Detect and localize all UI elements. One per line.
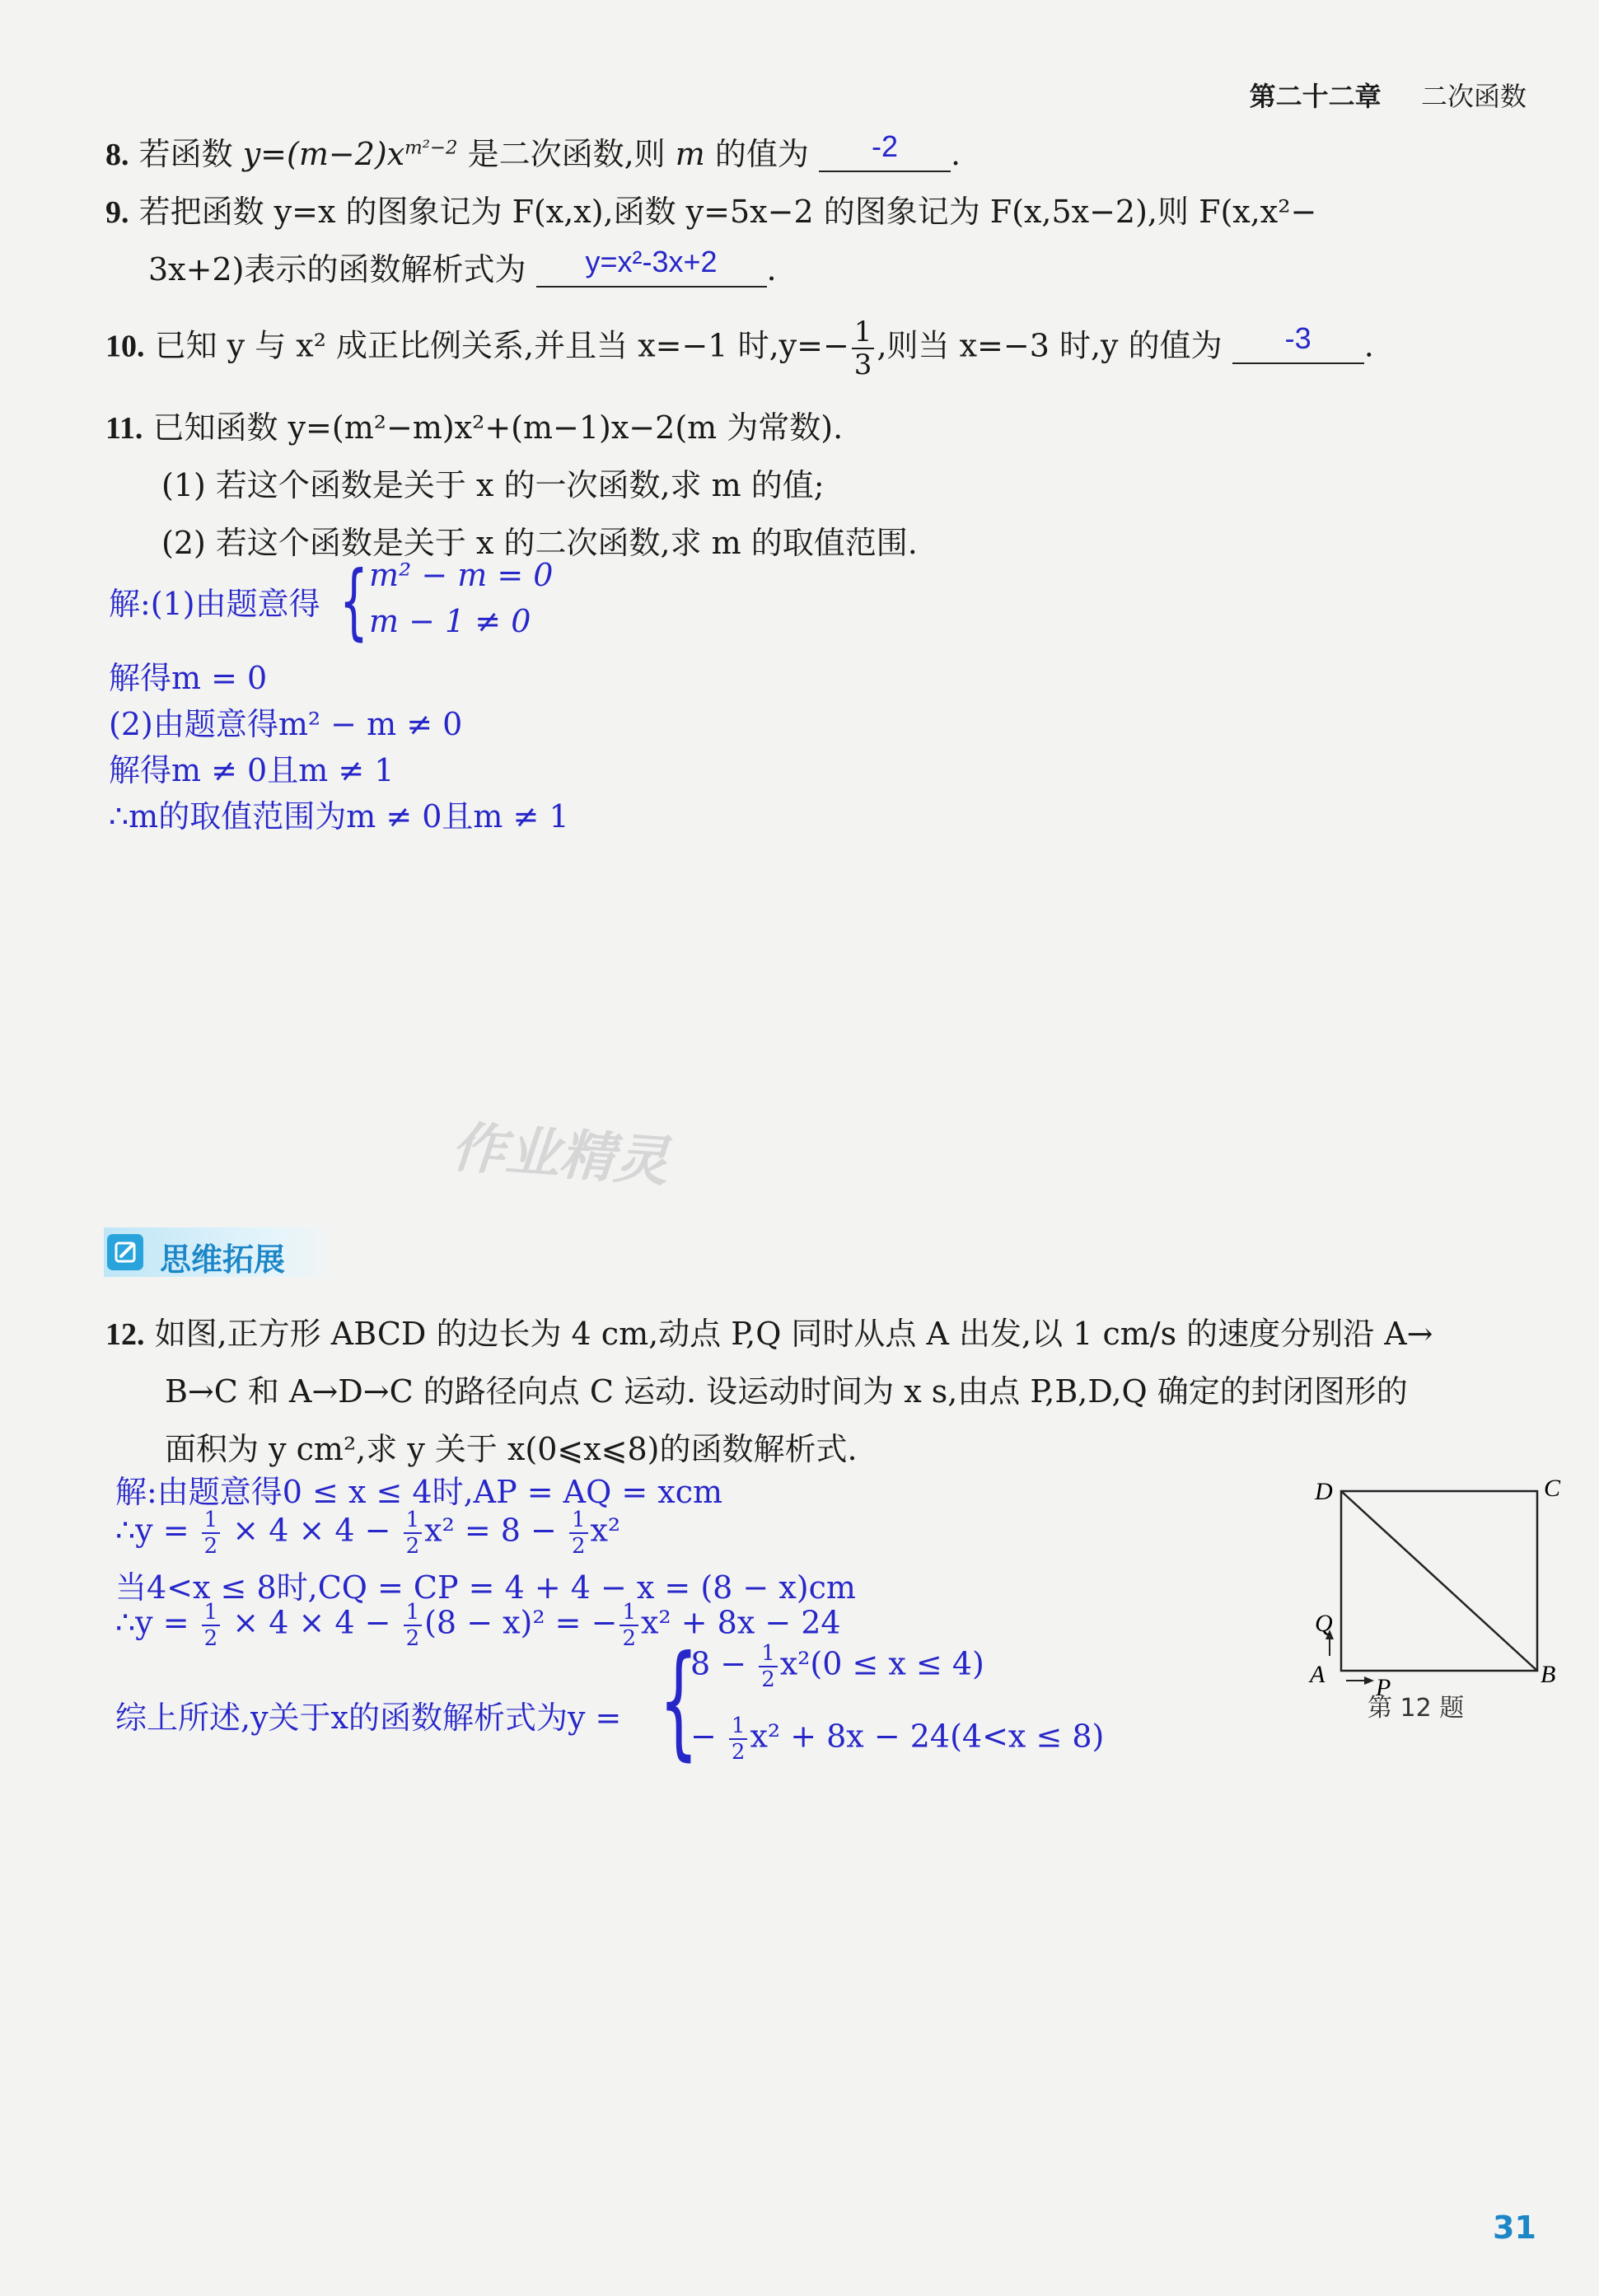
math-text: x² bbox=[590, 1512, 621, 1549]
question-text: 若函数 bbox=[138, 136, 243, 172]
page-header bbox=[1250, 76, 1527, 114]
math-text: ∴y = bbox=[115, 1604, 199, 1641]
fraction-half bbox=[202, 1509, 221, 1557]
solution-11-line: 解得m = 0 bbox=[109, 660, 268, 696]
watermark: 作业精灵 bbox=[449, 1115, 671, 1195]
question-11 bbox=[105, 402, 843, 447]
numerator: 1 bbox=[852, 318, 875, 349]
math-text: x²(0 ≤ x ≤ 4) bbox=[779, 1645, 984, 1682]
period: . bbox=[1363, 327, 1374, 364]
section-icon bbox=[107, 1234, 143, 1270]
math-text: (8 − x)² = − bbox=[424, 1604, 618, 1641]
question-10 bbox=[105, 318, 1374, 379]
fraction-half bbox=[202, 1602, 221, 1649]
question-11-part1: (1) 若这个函数是关于 x 的一次函数,求 m 的值; bbox=[161, 467, 825, 503]
math-text: − bbox=[690, 1718, 727, 1755]
question-12 bbox=[105, 1308, 1433, 1354]
system-brace: { bbox=[339, 553, 368, 649]
question-8 bbox=[105, 129, 961, 174]
period: . bbox=[766, 251, 777, 288]
question-11-part2: (2) 若这个函数是关于 x 的二次函数,求 m 的取值范围. bbox=[161, 525, 918, 561]
question-number: 10. bbox=[105, 329, 145, 364]
solution-12-line bbox=[115, 1509, 620, 1557]
question-text: 已知函数 y=(m²−m)x²+(m−1)x−2(m 为常数). bbox=[152, 409, 844, 446]
handwritten-answer: -3 bbox=[1284, 320, 1311, 355]
handwritten-answer: y=x²-3x+2 bbox=[585, 245, 718, 278]
math-text: 8 − bbox=[690, 1645, 757, 1682]
label-q: Q bbox=[1315, 1610, 1333, 1637]
fraction-half bbox=[759, 1643, 778, 1690]
question-12-line3: 面积为 y cm²,求 y 关于 x(0⩽x⩽8)的函数解析式. bbox=[165, 1431, 858, 1467]
question-text: 的值为 bbox=[704, 136, 809, 172]
variable: m bbox=[675, 136, 705, 172]
fraction bbox=[852, 318, 875, 379]
diagonal-bd bbox=[1341, 1491, 1537, 1671]
numerator: 1 bbox=[404, 1509, 423, 1534]
math-text: × 4 × 4 − bbox=[222, 1604, 401, 1641]
question-text: 已知 y 与 x² 成正比例关系,并且当 x=−1 时,y=− bbox=[154, 327, 849, 364]
question-9 bbox=[105, 186, 1316, 231]
chapter-topic: 二次函数 bbox=[1420, 81, 1527, 112]
answer-blank bbox=[1232, 320, 1364, 364]
chapter-title: 第二十二章 bbox=[1249, 81, 1382, 112]
question-number: 9. bbox=[105, 195, 129, 230]
answer-blank bbox=[819, 129, 951, 172]
solution-12-line: 当4<x ≤ 8时,CQ = CP = 4 + 4 − x = (8 − x)cm bbox=[115, 1569, 856, 1606]
math-text: x² = 8 − bbox=[424, 1512, 567, 1549]
label-b: B bbox=[1541, 1661, 1556, 1688]
handwritten-answer: -2 bbox=[871, 129, 898, 163]
question-number: 11. bbox=[105, 411, 143, 446]
denominator: 2 bbox=[203, 1626, 218, 1651]
math-text: x² + 8x − 24(4<x ≤ 8) bbox=[750, 1718, 1105, 1755]
arrowhead-p bbox=[1364, 1676, 1374, 1685]
label-d: D bbox=[1315, 1478, 1333, 1505]
denominator: 2 bbox=[405, 1626, 420, 1651]
question-text: 如图,正方形 ABCD 的边长为 4 cm,动点 P,Q 同时从点 A 出发,以 1 cm/s 的速度分别沿 A→ bbox=[154, 1316, 1433, 1352]
label-p: P bbox=[1376, 1674, 1391, 1701]
denominator: 2 bbox=[405, 1534, 420, 1559]
numerator: 1 bbox=[619, 1602, 638, 1626]
question-text: 若把函数 y=x 的图象记为 F(x,x),函数 y=5x−2 的图象记为 F(x,5x−2),则 F(x,x²− bbox=[138, 194, 1317, 230]
denominator: 2 bbox=[203, 1534, 218, 1559]
page-number: 31 bbox=[1493, 2209, 1536, 2246]
label-a: A bbox=[1310, 1661, 1325, 1688]
denominator: 2 bbox=[761, 1667, 775, 1692]
system-equation-1: m² − m = 0 bbox=[369, 557, 554, 593]
question-text: 3x+2)表示的函数解析式为 bbox=[148, 251, 526, 288]
denominator: 2 bbox=[571, 1534, 586, 1559]
fraction-half bbox=[569, 1509, 588, 1557]
formula: y=(m−2)x bbox=[242, 136, 405, 172]
question-9-line2 bbox=[148, 244, 777, 289]
solution-11-line: (2)由题意得m² − m ≠ 0 bbox=[109, 706, 463, 742]
numerator: 1 bbox=[729, 1715, 748, 1740]
figure-caption: 第 12 题 bbox=[1368, 1694, 1465, 1723]
label-c: C bbox=[1544, 1475, 1561, 1502]
numerator: 1 bbox=[202, 1602, 221, 1626]
numerator: 1 bbox=[404, 1602, 423, 1626]
fraction-half bbox=[404, 1509, 423, 1557]
denominator: 2 bbox=[731, 1740, 746, 1765]
solution-11-line: 解得m ≠ 0且m ≠ 1 bbox=[109, 752, 395, 788]
solution-12-line: 解:由题意得0 ≤ x ≤ 4时,AP = AQ = xcm bbox=[115, 1474, 723, 1510]
math-text: × 4 × 4 − bbox=[222, 1512, 401, 1549]
fraction-half bbox=[729, 1715, 748, 1763]
question-number: 12. bbox=[105, 1317, 145, 1352]
question-number: 8. bbox=[105, 138, 129, 172]
exponent: m²−2 bbox=[404, 137, 458, 159]
answer-blank bbox=[536, 245, 767, 288]
section-title: 思维拓展 bbox=[160, 1242, 286, 1278]
piecewise-case-2 bbox=[690, 1715, 1104, 1763]
system-equation-2: m − 1 ≠ 0 bbox=[369, 603, 531, 639]
question-text: ,则当 x=−3 时,y 的值为 bbox=[877, 327, 1223, 364]
math-text: ∴y = bbox=[115, 1512, 199, 1549]
fraction-half bbox=[619, 1602, 638, 1649]
numerator: 1 bbox=[569, 1509, 588, 1534]
piecewise-case-1 bbox=[690, 1643, 984, 1690]
question-12-line2: B→C 和 A→D→C 的路径向点 C 运动. 设运动时间为 x s,由点 P,B,D,Q 确定的封闭图形的 bbox=[165, 1373, 1408, 1410]
math-text: x² + 8x − 24 bbox=[640, 1604, 841, 1641]
solution-11-line: ∴m的取值范围为m ≠ 0且m ≠ 1 bbox=[109, 798, 569, 835]
numerator: 1 bbox=[202, 1509, 221, 1534]
solution-12-summary: 综上所述,y关于x的函数解析式为y = bbox=[115, 1700, 622, 1736]
denominator: 2 bbox=[622, 1626, 636, 1651]
solution-11-prefix: 解:(1)由题意得 bbox=[109, 586, 320, 622]
numerator: 1 bbox=[759, 1643, 778, 1667]
square-figure bbox=[1293, 1466, 1561, 1722]
period: . bbox=[951, 136, 961, 172]
question-text: 是二次函数,则 bbox=[457, 136, 676, 172]
denominator: 3 bbox=[853, 348, 872, 381]
piecewise-brace: { bbox=[659, 1630, 699, 1773]
section-header bbox=[104, 1227, 334, 1277]
fraction-half bbox=[404, 1602, 423, 1649]
